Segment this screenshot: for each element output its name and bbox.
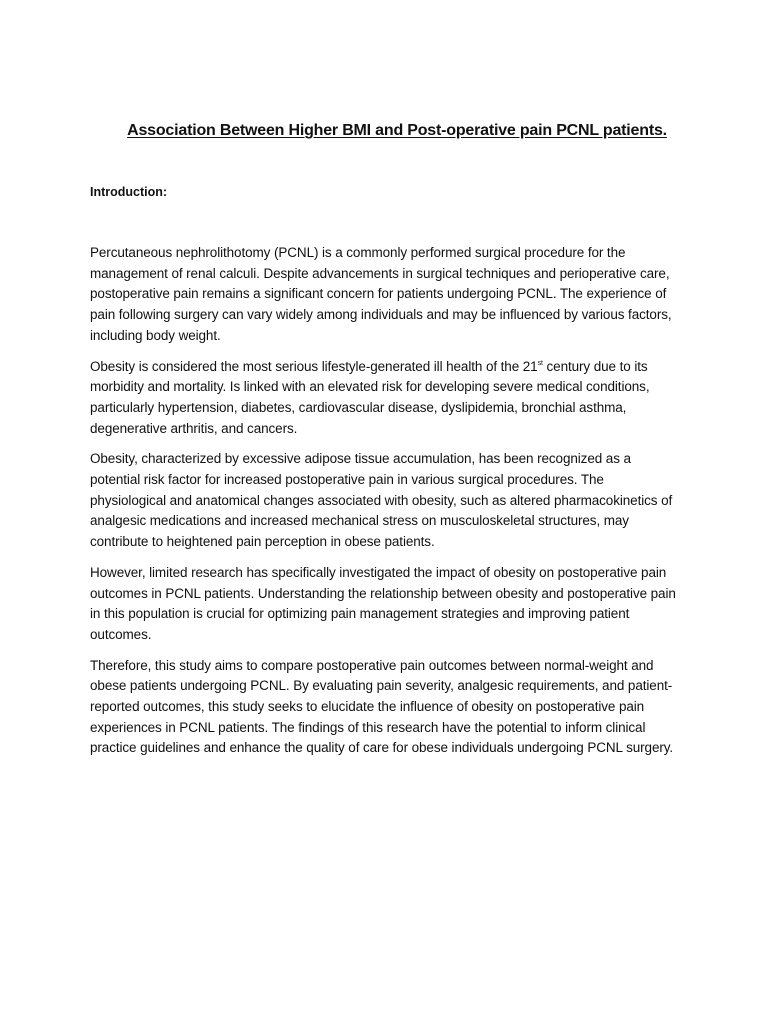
document-body bbox=[90, 243, 682, 769]
paragraph-obesity-health bbox=[90, 357, 682, 440]
paragraph-obesity-health-end: century due to its morbidity and mortality. Is linked with an elevated risk for developing severe medical conditions, particularly hypertension, diabetes, cardiovascular disease, dyslipidemia, bronchial asthma, degenerative arthritis, and cancers. bbox=[90, 358, 650, 436]
introduction-heading: Introduction: bbox=[90, 185, 168, 199]
paragraph-study-aim: Therefore, this study aims to compare postoperative pain outcomes between normal-weight and obese patients undergoing PCNL. By evaluating pain severity, analgesic requirements, and patient-reported outcomes, this study seeks to elucidate the influence of obesity on postoperative pain experiences in PCNL patients. The findings of this research have the potential to inform clinical practice guidelines and enhance the quality of care for obese individuals undergoing PCNL surgery. bbox=[90, 657, 674, 756]
document-title: Association Between Higher BMI and Post-operative pain PCNL patients. bbox=[127, 122, 667, 139]
paragraph-pcnl-overview: Percutaneous nephrolithotomy (PCNL) is a commonly performed surgical procedure for the management of renal calculi. Despite advancements in surgical techniques and perioperative care, postoperative pain remains a significant concern for patients undergoing PCNL. The experience of pain following surgery can vary widely among individuals and may be influenced by various factors, including body weight. bbox=[90, 245, 672, 343]
paragraph-obesity-pain-risk: Obesity, characterized by excessive adipose tissue accumulation, has been recognized as a potential risk factor for increased postoperative pain in various surgical procedures. The physiological and anatomical changes associated with obesity, such as altered pharmacokinetics of analgesic medications and increased mechanical stress on musculoskeletal structures, may contribute to heightened pain perception in obese patients. bbox=[90, 451, 673, 550]
ordinal-superscript: st bbox=[537, 359, 543, 367]
paragraph-research-gap: However, limited research has specifically investigated the impact of obesity on postoperative pain outcomes in PCNL patients. Understanding the relationship between obesity and postoperative pain in this population is crucial for optimizing pain management strategies and improving patient outcomes. bbox=[90, 564, 676, 642]
paragraph-obesity-health-start: Obesity is considered the most serious lifestyle-generated ill health of the 21 bbox=[90, 358, 538, 374]
